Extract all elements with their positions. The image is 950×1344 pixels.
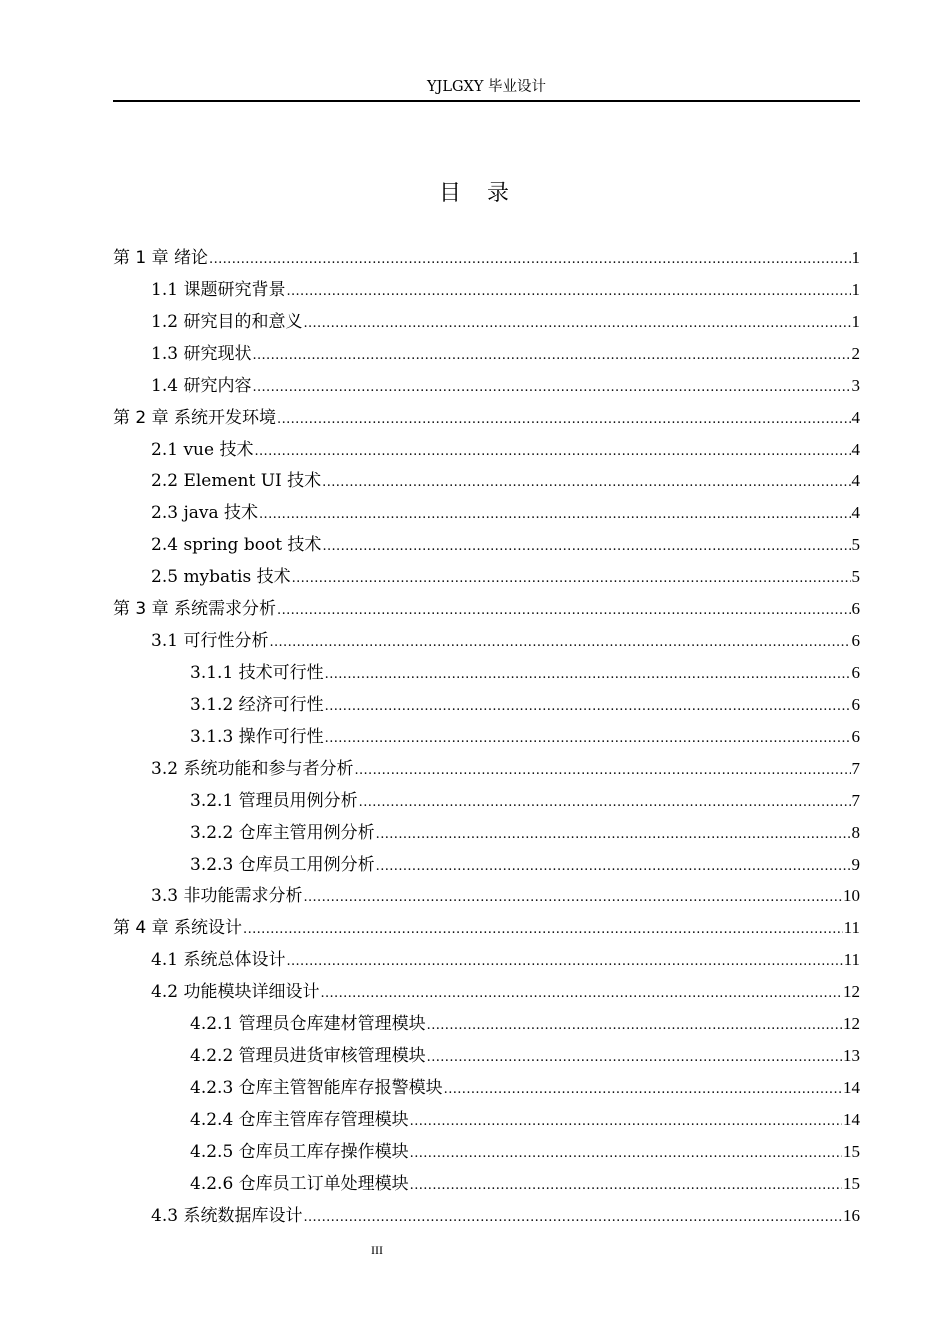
- toc-entry-label: 2.3 java 技术: [151, 503, 258, 524]
- toc-entry[interactable]: [113, 625, 860, 657]
- toc-entry[interactable]: [113, 1072, 860, 1104]
- dot-leader: [444, 1073, 842, 1106]
- toc-entry[interactable]: [113, 753, 860, 785]
- toc-entry-page: 6: [851, 599, 860, 619]
- toc-entry[interactable]: [113, 338, 860, 370]
- dot-leader: [322, 466, 850, 499]
- toc-entry[interactable]: [113, 593, 860, 625]
- toc-entry[interactable]: [113, 561, 860, 593]
- dot-leader: [427, 1041, 842, 1074]
- toc-entry[interactable]: [113, 1168, 860, 1200]
- toc-entry[interactable]: [113, 689, 860, 721]
- dot-leader: [277, 594, 850, 627]
- toc-entry-label: 2.5 mybatis 技术: [151, 567, 291, 588]
- toc-entry-label: 3.1.2 经济可行性: [190, 694, 324, 715]
- toc-entry-label: 3.1 可行性分析: [151, 631, 269, 652]
- dot-leader: [325, 722, 851, 755]
- dot-leader: [325, 690, 851, 723]
- toc-entry[interactable]: [113, 1136, 860, 1168]
- toc-entry-page: 1: [851, 248, 860, 267]
- dot-leader: [286, 945, 842, 978]
- toc-entry[interactable]: [113, 657, 860, 689]
- toc-entry-page: 1: [851, 311, 860, 331]
- toc-entry[interactable]: [113, 849, 860, 881]
- toc-entry-label: 第 1 章 绪论: [113, 248, 209, 268]
- dot-leader: [410, 1105, 842, 1138]
- dot-leader: [376, 818, 851, 851]
- toc-entry-label: 3.2 系统功能和参与者分析: [151, 758, 354, 779]
- toc-entry[interactable]: [113, 976, 860, 1008]
- toc-entry[interactable]: [113, 1040, 860, 1072]
- toc-entry[interactable]: [113, 370, 860, 402]
- toc-entry-page: 2: [851, 343, 860, 363]
- toc-entry-page: 4: [851, 439, 860, 459]
- toc-entry-page: 14: [843, 1109, 860, 1129]
- toc-entry-label: 4.3 系统数据库设计: [151, 1205, 303, 1226]
- toc-entry-label: 4.2.2 管理员进货审核管理模块: [190, 1046, 426, 1067]
- toc-entry[interactable]: [113, 1104, 860, 1136]
- dot-leader: [320, 977, 842, 1010]
- toc-entry-page: 14: [843, 1077, 860, 1097]
- toc-entry-label: 4.2.4 仓库主管库存管理模块: [190, 1109, 409, 1130]
- toc-entry-page: 11: [843, 918, 860, 938]
- dot-leader: [252, 339, 850, 372]
- toc-entry[interactable]: [113, 434, 860, 466]
- dot-leader: [359, 786, 851, 819]
- dot-leader: [325, 658, 851, 691]
- dot-leader: [354, 754, 850, 787]
- toc-entry-page: 7: [851, 758, 860, 778]
- dot-leader: [292, 562, 851, 595]
- toc-entry[interactable]: [113, 912, 860, 944]
- header-rule: [113, 100, 860, 102]
- toc-entry-page: 15: [843, 1173, 860, 1193]
- toc-entry[interactable]: [113, 497, 860, 529]
- toc-entry[interactable]: [113, 465, 860, 497]
- toc-entry-label: 1.2 研究目的和意义: [151, 311, 303, 332]
- dot-leader: [427, 1009, 842, 1042]
- dot-leader: [209, 243, 850, 276]
- toc-entry[interactable]: [113, 721, 860, 753]
- dot-leader: [286, 275, 850, 308]
- toc-entry[interactable]: [113, 529, 860, 561]
- toc-title: 目录: [438, 181, 535, 206]
- toc-entry-page: 12: [843, 1014, 860, 1034]
- running-header: YJLGXY 毕业设计: [426, 79, 547, 95]
- toc-entry-label: 4.2.6 仓库员工订单处理模块: [190, 1173, 409, 1194]
- page-number: III: [371, 1243, 383, 1257]
- toc-entry-page: 4: [851, 503, 860, 523]
- toc-entry-page: 6: [851, 631, 860, 651]
- toc-entry-label: 4.2.3 仓库主管智能库存报警模块: [190, 1077, 443, 1098]
- toc-entry-page: 3: [851, 375, 860, 395]
- toc-entry-label: 3.1.1 技术可行性: [190, 662, 324, 683]
- toc-entry-page: 12: [843, 982, 860, 1002]
- toc-entry-page: 5: [851, 567, 860, 587]
- toc-entry-label: 2.2 Element UI 技术: [151, 471, 322, 492]
- dot-leader: [303, 881, 842, 914]
- toc-entry-label: 3.2.3 仓库员工用例分析: [190, 854, 375, 875]
- toc-entry-label: 第 4 章 系统设计: [113, 918, 243, 939]
- dot-leader: [269, 626, 850, 659]
- toc-entry-label: 1.4 研究内容: [151, 375, 252, 396]
- toc-entry-label: 3.2.2 仓库主管用例分析: [190, 822, 375, 843]
- dot-leader: [254, 435, 850, 468]
- toc-entry-page: 1: [851, 279, 860, 299]
- toc-entry-label: 1.3 研究现状: [151, 343, 252, 364]
- toc-entry[interactable]: [113, 274, 860, 306]
- dot-leader: [410, 1169, 842, 1202]
- dot-leader: [259, 498, 851, 531]
- toc-entry-page: 4: [851, 471, 860, 491]
- toc-entry-label: 1.1 课题研究背景: [151, 279, 286, 300]
- toc-entry-page: 7: [851, 790, 860, 810]
- toc-entry[interactable]: [113, 242, 860, 274]
- toc-entry-page: 4: [851, 407, 860, 427]
- toc-entry-label: 3.3 非功能需求分析: [151, 886, 303, 907]
- toc-entry-page: 15: [843, 1141, 860, 1161]
- dot-leader: [376, 850, 851, 883]
- toc-entry-label: 4.1 系统总体设计: [151, 950, 286, 971]
- toc-entry-label: 3.1.3 操作可行性: [190, 726, 324, 747]
- toc-entry-page: 11: [843, 950, 860, 970]
- dot-leader: [243, 913, 843, 946]
- toc-entry[interactable]: [113, 402, 860, 434]
- toc-entry[interactable]: [113, 1200, 860, 1232]
- toc-entry[interactable]: [113, 944, 860, 976]
- toc-entry-page: 8: [851, 822, 860, 842]
- toc-entry-page: 16: [843, 1205, 860, 1225]
- toc-entry-page: 13: [843, 1046, 860, 1066]
- toc-entry-label: 2.4 spring boot 技术: [151, 535, 322, 556]
- toc-entry[interactable]: [113, 785, 860, 817]
- toc-entry-label: 4.2 功能模块详细设计: [151, 982, 320, 1003]
- dot-leader: [322, 530, 850, 563]
- table-of-contents: [113, 242, 860, 1232]
- toc-entry-page: 5: [851, 535, 860, 555]
- dot-leader: [303, 307, 850, 340]
- toc-entry-label: 第 2 章 系统开发环境: [113, 407, 277, 428]
- toc-entry[interactable]: [113, 817, 860, 849]
- toc-entry-label: 3.2.1 管理员用例分析: [190, 790, 358, 811]
- dot-leader: [252, 371, 850, 404]
- toc-entry-page: 6: [851, 726, 860, 746]
- toc-entry-page: 6: [851, 694, 860, 714]
- dot-leader: [410, 1137, 842, 1170]
- toc-entry-label: 2.1 vue 技术: [151, 439, 254, 460]
- toc-entry[interactable]: [113, 1008, 860, 1040]
- toc-entry-label: 4.2.1 管理员仓库建材管理模块: [190, 1014, 426, 1035]
- toc-entry-label: 4.2.5 仓库员工库存操作模块: [190, 1141, 409, 1162]
- toc-entry-label: 第 3 章 系统需求分析: [113, 599, 277, 620]
- toc-entry-page: 6: [851, 662, 860, 682]
- toc-entry[interactable]: [113, 880, 860, 912]
- dot-leader: [303, 1201, 842, 1234]
- toc-entry-page: 10: [843, 886, 860, 906]
- toc-entry-page: 9: [851, 854, 860, 874]
- toc-entry[interactable]: [113, 306, 860, 338]
- dot-leader: [277, 403, 850, 436]
